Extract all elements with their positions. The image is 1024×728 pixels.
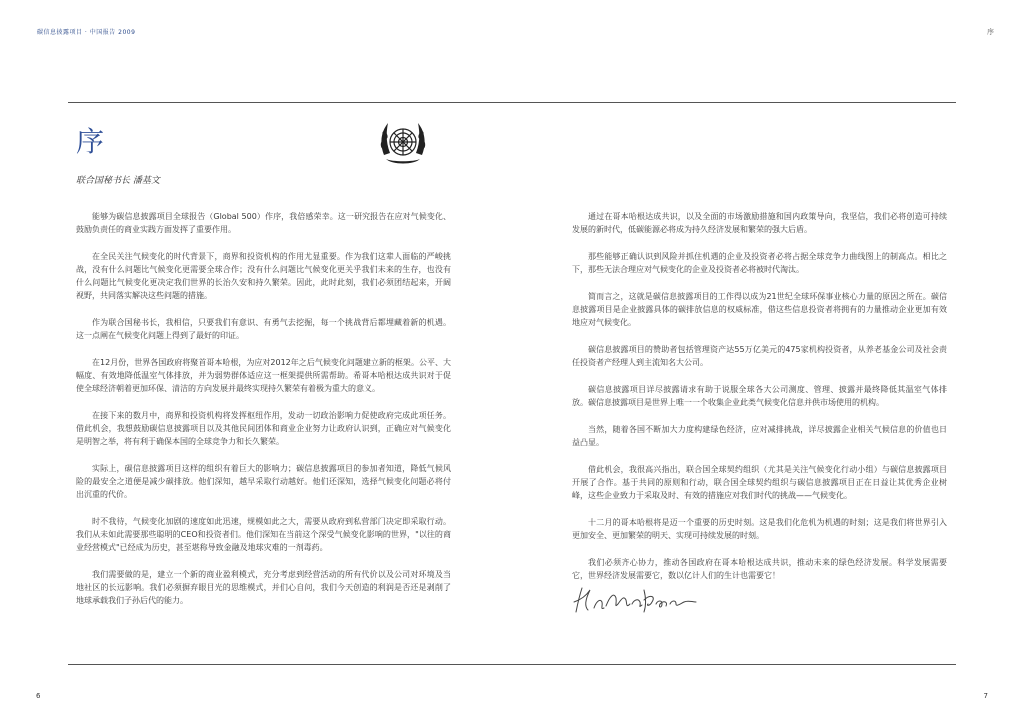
bottom-divider	[68, 664, 956, 665]
un-emblem-icon	[374, 115, 432, 173]
page-title: 序	[76, 125, 105, 158]
top-divider	[68, 102, 956, 103]
paragraph: 十二月的哥本哈根将是迈一个重要的历史时刻。这是我们化危机为机遇的时刻；这是我们将世界引入更加安全、更加繁荣的明天、实现可持续发展的时刻。	[572, 518, 947, 540]
running-header: 碳信息披露项目 · 中国报告 2009	[37, 29, 136, 36]
paragraph: 通过在哥本哈根达成共识，以及全面的市场激励措施和国内政策导向，我坚信，我们必将创造可持续发展的新时代，低碳能源必将成为持久经济发展和繁荣的强大后盾。	[572, 212, 947, 234]
paragraph: 在12月份，世界各国政府将聚首哥本哈根，为应对2012年之后气候变化问题建立新的框架。公平、大幅度、有效地降低温室气体排放，并为弱势群体适应这一框架提供所需帮助。希哥本哈根达成共识对于促使全球经济朝着更加环保、清洁的方向发展并最终实现持久繁荣有着极为重大的意义。	[76, 358, 451, 393]
author-byline: 联合国秘书长 潘基文	[76, 176, 160, 186]
paragraph: 实际上，碳信息披露项目这样的组织有着巨大的影响力；碳信息披露项目的参加者知道，降低气候风险的最安全之道便是减少碳排放。他们深知，越早采取行动越好。他们还深知，选择气候变化问题必将付出沉重的代价。	[76, 464, 451, 499]
paragraph: 我们必须齐心协力，推动各国政府在哥本哈根达成共识，推动未来的绿色经济发展。科学发展需要它，世界经济发展需要它，数以亿计人们的生计也需要它！	[572, 558, 947, 580]
page-number-left: 6	[36, 692, 41, 700]
paragraph: 那些能够正确认识到风险并抓住机遇的企业及投资者必将占据全球竞争力曲线图上的制高点。相比之下，那些无法合理应对气候变化的企业及投资者必将被时代淘汰。	[572, 252, 947, 274]
right-column	[572, 210, 947, 596]
paragraph: 作为联合国秘书长，我相信，只要我们有意识、有勇气去挖掘，每一个挑战背后都埋藏着新的机遇。这一点阐在气候变化问题上得到了最好的印证。	[76, 318, 451, 340]
running-header-section: 序	[987, 28, 994, 36]
paragraph: 碳信息披露项目详尽披露请求有助于说服全球各大公司测度、管理、披露并最终降低其温室气体排放。碳信息披露项目是世界上唯一一个收集企业此类气候变化信息并供市场使用的机构。	[572, 385, 947, 407]
paragraph: 时不我待，气候变化加剧的速度如此迅速，规模如此之大，需要从政府到私营部门决定即采取行动。我们从未如此需要那些聪明的CEO和投资者们。他们深知在当前这个深受气候变化影响的世界，"以往的商业经营模式"已经成为历史，甚至堪称导致金融及地球灾难的一剂毒药。	[76, 517, 451, 552]
paragraph: 碳信息披露项目的赞助者包括管理资产达55万亿美元的475家机构投资者，从养老基金公司及社会责任投资者产经理人到主流知名大公司。	[572, 345, 947, 367]
paragraph: 简而言之，这就是碳信息披露项目的工作得以成为21世纪全球环保事业核心力量的原因之所在。碳信息披露项目是企业披露具体的碳排放信息的权威标准，借这些信息投资者将拥有的力量推动企业更加有效地应对气候变化。	[572, 292, 947, 327]
paragraph: 当然，随着各国不断加大力度构建绿色经济，应对减排挑战，详尽披露企业相关气候信息的价值也日益凸显。	[572, 425, 947, 447]
handwritten-signature-icon	[570, 580, 700, 625]
paragraph: 我们需要做的是，建立一个新的商业盈利模式，充分考虑到经营活动的所有代价以及公司对环境及当地社区的长远影响。我们必须摒弃眼目光的思维模式，并们心自问，我们今天创造的利润是否还是剥削了地球承载我们子孙后代的能力。	[76, 570, 451, 605]
page-number-right: 7	[983, 692, 988, 700]
paragraph: 在接下来的数月中，商界和投资机构将发挥枢纽作用，发动一切政治影响力促使政府完成此项任务。借此机会，我想鼓励碳信息披露项目以及其他民间团体和商业企业努力让政府认识到，正确应对气候变化是明智之举，将有利于确保本国的全球竞争力和长久繁荣。	[76, 411, 451, 446]
left-column	[76, 210, 451, 621]
paragraph: 能够为碳信息披露项目全球报告（Global 500）作序，我倍感荣幸。这一研究报告在应对气候变化、鼓励负责任的商业实践方面发挥了重要作用。	[76, 212, 451, 234]
paragraph: 在全民关注气候变化的时代背景下，商界和投资机构的作用尤显重要。作为我们这辈人面临的严峻挑战，没有什么问题比气候变化更需要全球合作；没有什么问题比气候变化更关乎我们未来的生存，也没有什么问题比气候变化更决定我们世界的长治久安和持久繁荣。因此，此时此刻，我们必须团结起来，开阔视野，共同落实解决这些问题的措施。	[76, 252, 451, 300]
paragraph: 借此机会，我很高兴指出，联合国全球契约组织（尤其是关注气候变化行动小组）与碳信息披露项目开展了合作。基于共同的原则和行动，联合国全球契约组织与碳信息披露项目正在日益让其优秀企业树峰，这些企业致力于采取及时、有效的措施应对我们时代的挑战——气候变化。	[572, 465, 947, 500]
